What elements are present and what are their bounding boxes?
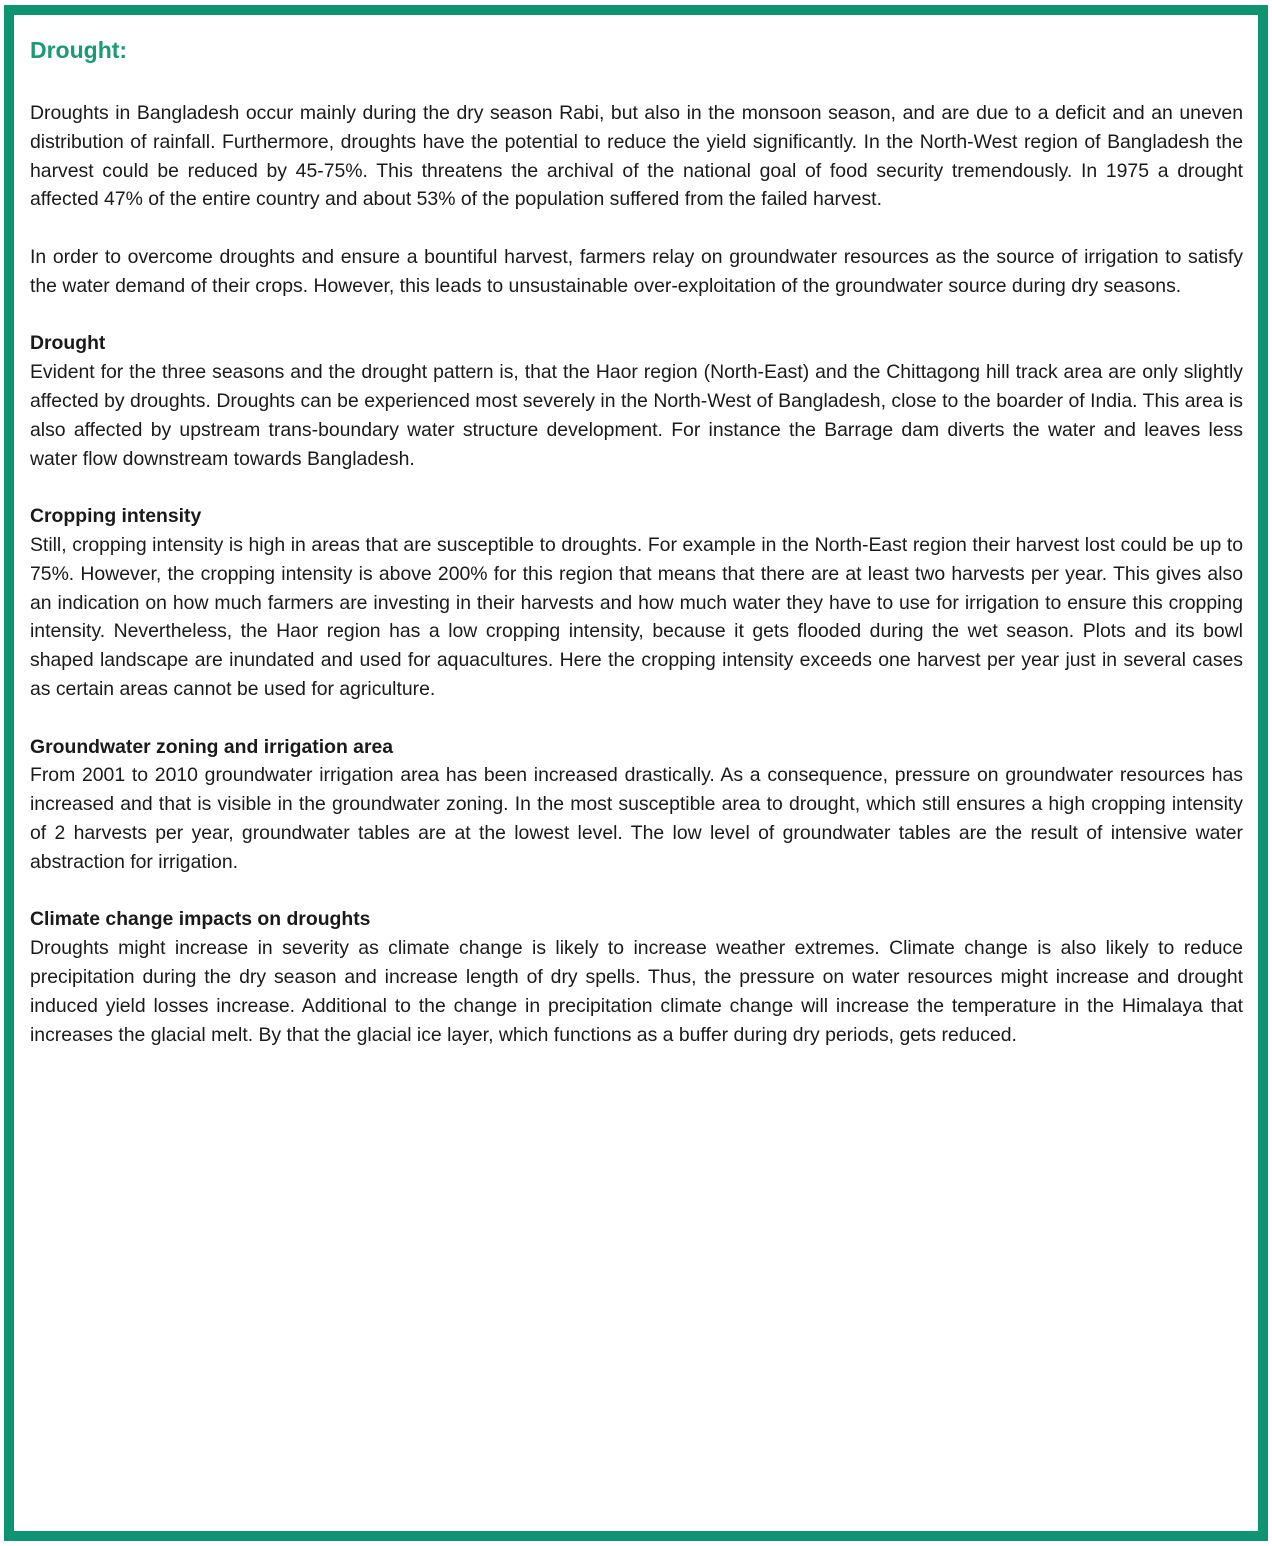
intro-paragraph-2: In order to overcome droughts and ensure a bountiful harvest, farmers relay on groundwater resources as the source of irrigation to satisfy the water demand of their crops. However, this leads to unsustainable over-exploitation of the groundwater source during dry seasons. <box>30 245 1243 297</box>
intro-paragraph-1: Droughts in Bangladesh occur mainly during the dry season Rabi, but also in the monsoon season, and are due to a deficit and an uneven distribution of rainfall. Furthermore, droughts have the potential to reduce the yield significantly. In the North-West region of Bangladesh the harvest could be reduced by 45-75%. This threatens the archival of the national goal of food security tremendously. In 1975 a drought affected 47% of the entire country and about 53% of the population suffered from the failed harvest. <box>30 102 1243 211</box>
section-groundwater-zoning <box>30 733 1243 877</box>
section-heading: Climate change impacts on droughts <box>30 908 371 931</box>
section-heading: Cropping intensity <box>30 505 202 528</box>
section-cropping-intensity <box>30 502 1243 704</box>
section-paragraph: Evident for the three seasons and the drought pattern is, that the Haor region (North-East) and the Chittagong hill track area are only slightly affected by droughts. Droughts can be experienced most severely in the North-West of Bangladesh, close to the boarder of India. This area is also affected by upstream trans-boundary water structure development. For instance the Barrage dam diverts the water and leaves less water flow downstream towards Bangladesh. <box>30 361 1243 470</box>
section-drought <box>30 329 1243 473</box>
section-heading: Drought <box>30 332 106 355</box>
section-paragraph: Still, cropping intensity is high in areas that are susceptible to droughts. For example in the North-East region their harvest lost could be up to 75%. However, the cropping intensity is above 200% for this region that means that there are at least two harvests per year. This gives also an indication on how much farmers are investing in their harvests and how much water they have to use for irrigation to ensure this cropping intensity. Nevertheless, the Haor region has a low cropping intensity, because it gets flooded during the wet season. Plots and its bowl shaped landscape are inundated and used for aquacultures. Here the cropping intensity exceeds one harvest per year just in several cases as certain areas cannot be used for agriculture. <box>30 533 1243 700</box>
section-paragraph: Droughts might increase in severity as climate change is likely to increase weather extremes. Climate change is also likely to reduce precipitation during the dry season and increase length of dry spells. Thus, the pressure on water resources might increase and drought induced yield losses increase. Additional to the change in precipitation climate change will increase the temperature in the Himalaya that increases the glacial melt. By that the glacial ice layer, which functions as a buffer during dry periods, gets reduced. <box>30 937 1243 1046</box>
green-border-frame <box>4 5 1268 1541</box>
page-title: Drought: <box>30 37 128 63</box>
section-heading: Groundwater zoning and irrigation area <box>30 735 394 758</box>
section-climate-change <box>30 905 1243 1049</box>
section-paragraph: From 2001 to 2010 groundwater irrigation area has been increased drastically. As a consequence, pressure on groundwater resources has increased and that is visible in the groundwater zoning. In the most susceptible area to drought, which still ensures a high cropping intensity of 2 harvests per year, groundwater tables are at the lowest level. The low level of groundwater tables are the result of intensive water abstraction for irrigation. <box>30 764 1243 873</box>
document-content <box>30 33 1243 1078</box>
